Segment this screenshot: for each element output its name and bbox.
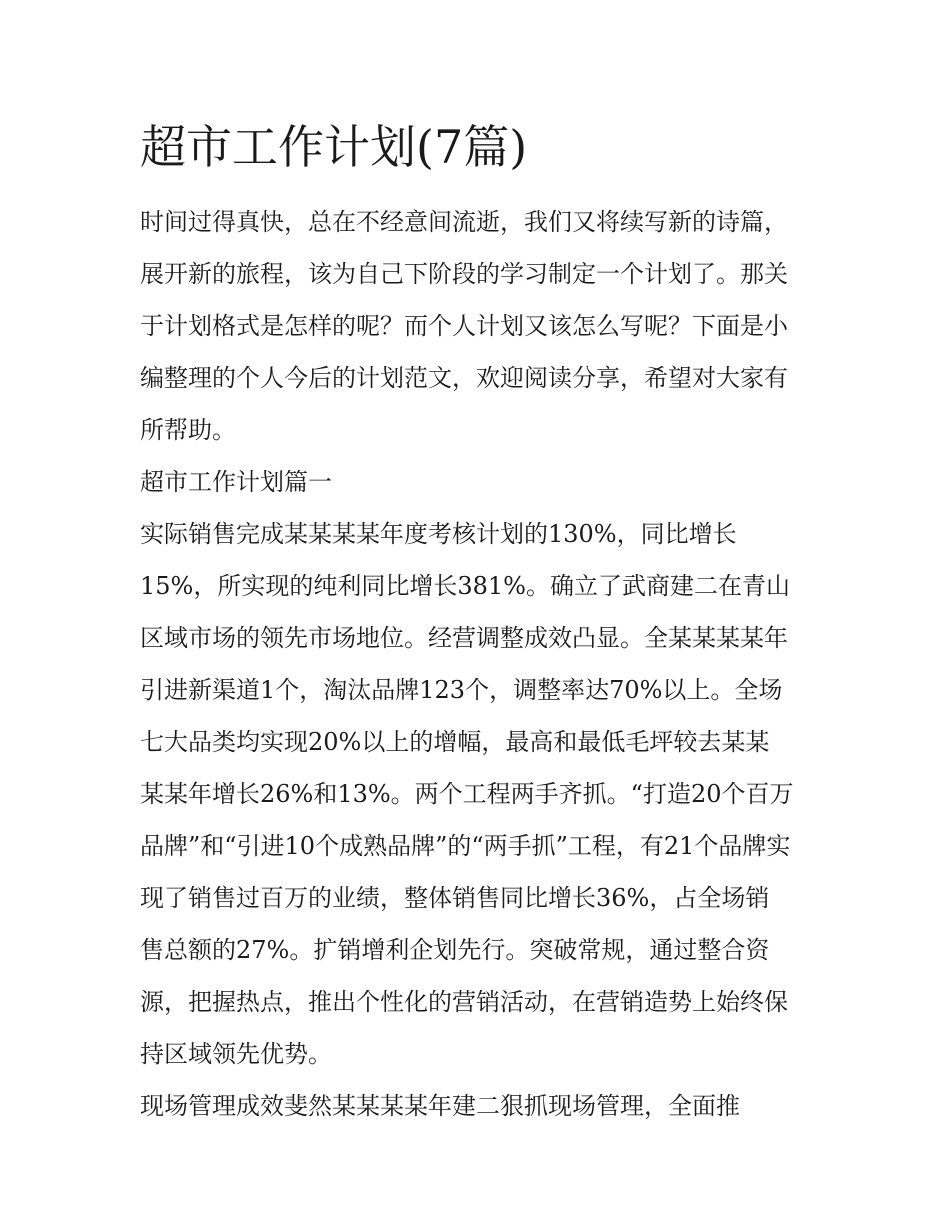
text-line: 源，把握热点，推出个性化的营销活动，在营销造势上始终保 (140, 988, 788, 1016)
intro-paragraph (140, 196, 830, 456)
section-title: 超市工作计划篇一 (140, 468, 332, 496)
text-line: 品牌”和“引进10个成熟品牌”的“两手抓”工程，有21个品牌实 (140, 832, 791, 860)
text-line: 展开新的旅程，该为自己下阶段的学习制定一个计划了。那关 (140, 260, 788, 288)
text-line: 编整理的个人今后的计划范文，欢迎阅读分享，希望对大家有 (140, 364, 788, 392)
text-line: 所帮助。 (140, 416, 236, 444)
text-line: 引进新渠道1个，淘汰品牌123个，调整率达70%以上。全场 (140, 676, 783, 704)
document-title: 超市工作计划(7篇) (140, 120, 528, 174)
text-line: 七大品类均实现20%以上的增幅，最高和最低毛坪较去某某 (140, 728, 770, 756)
text-line: 区域市场的领先市场地位。经营调整成效凸显。全某某某某年 (140, 624, 788, 652)
text-line: 时间过得真快，总在不经意间流逝，我们又将续写新的诗篇， (140, 208, 788, 236)
text-line: 现了销售过百万的业绩，整体销售同比增长36%，占全场销 (140, 884, 770, 912)
text-line: 售总额的27%。扩销增利企划先行。突破常规，通过整合资 (140, 936, 770, 964)
document-body (140, 196, 830, 1132)
text-line: 某某年增长26%和13%。两个工程两手齐抓。“打造20个百万 (140, 780, 794, 808)
text-line: 持区域领先优势。 (140, 1040, 332, 1068)
text-line: 15%，所实现的纯利同比增长381%。确立了武商建二在青山 (140, 572, 790, 600)
text-line: 于计划格式是怎样的呢？而个人计划又该怎么写呢？下面是小 (140, 312, 788, 340)
paragraph-1 (140, 508, 830, 1080)
text-line: 实际销售完成某某某某年度考核计划的130%，同比增长 (140, 520, 737, 548)
text-line: 现场管理成效斐然某某某某年建二狠抓现场管理，全面推 (140, 1092, 740, 1120)
paragraph-2 (140, 1080, 830, 1132)
